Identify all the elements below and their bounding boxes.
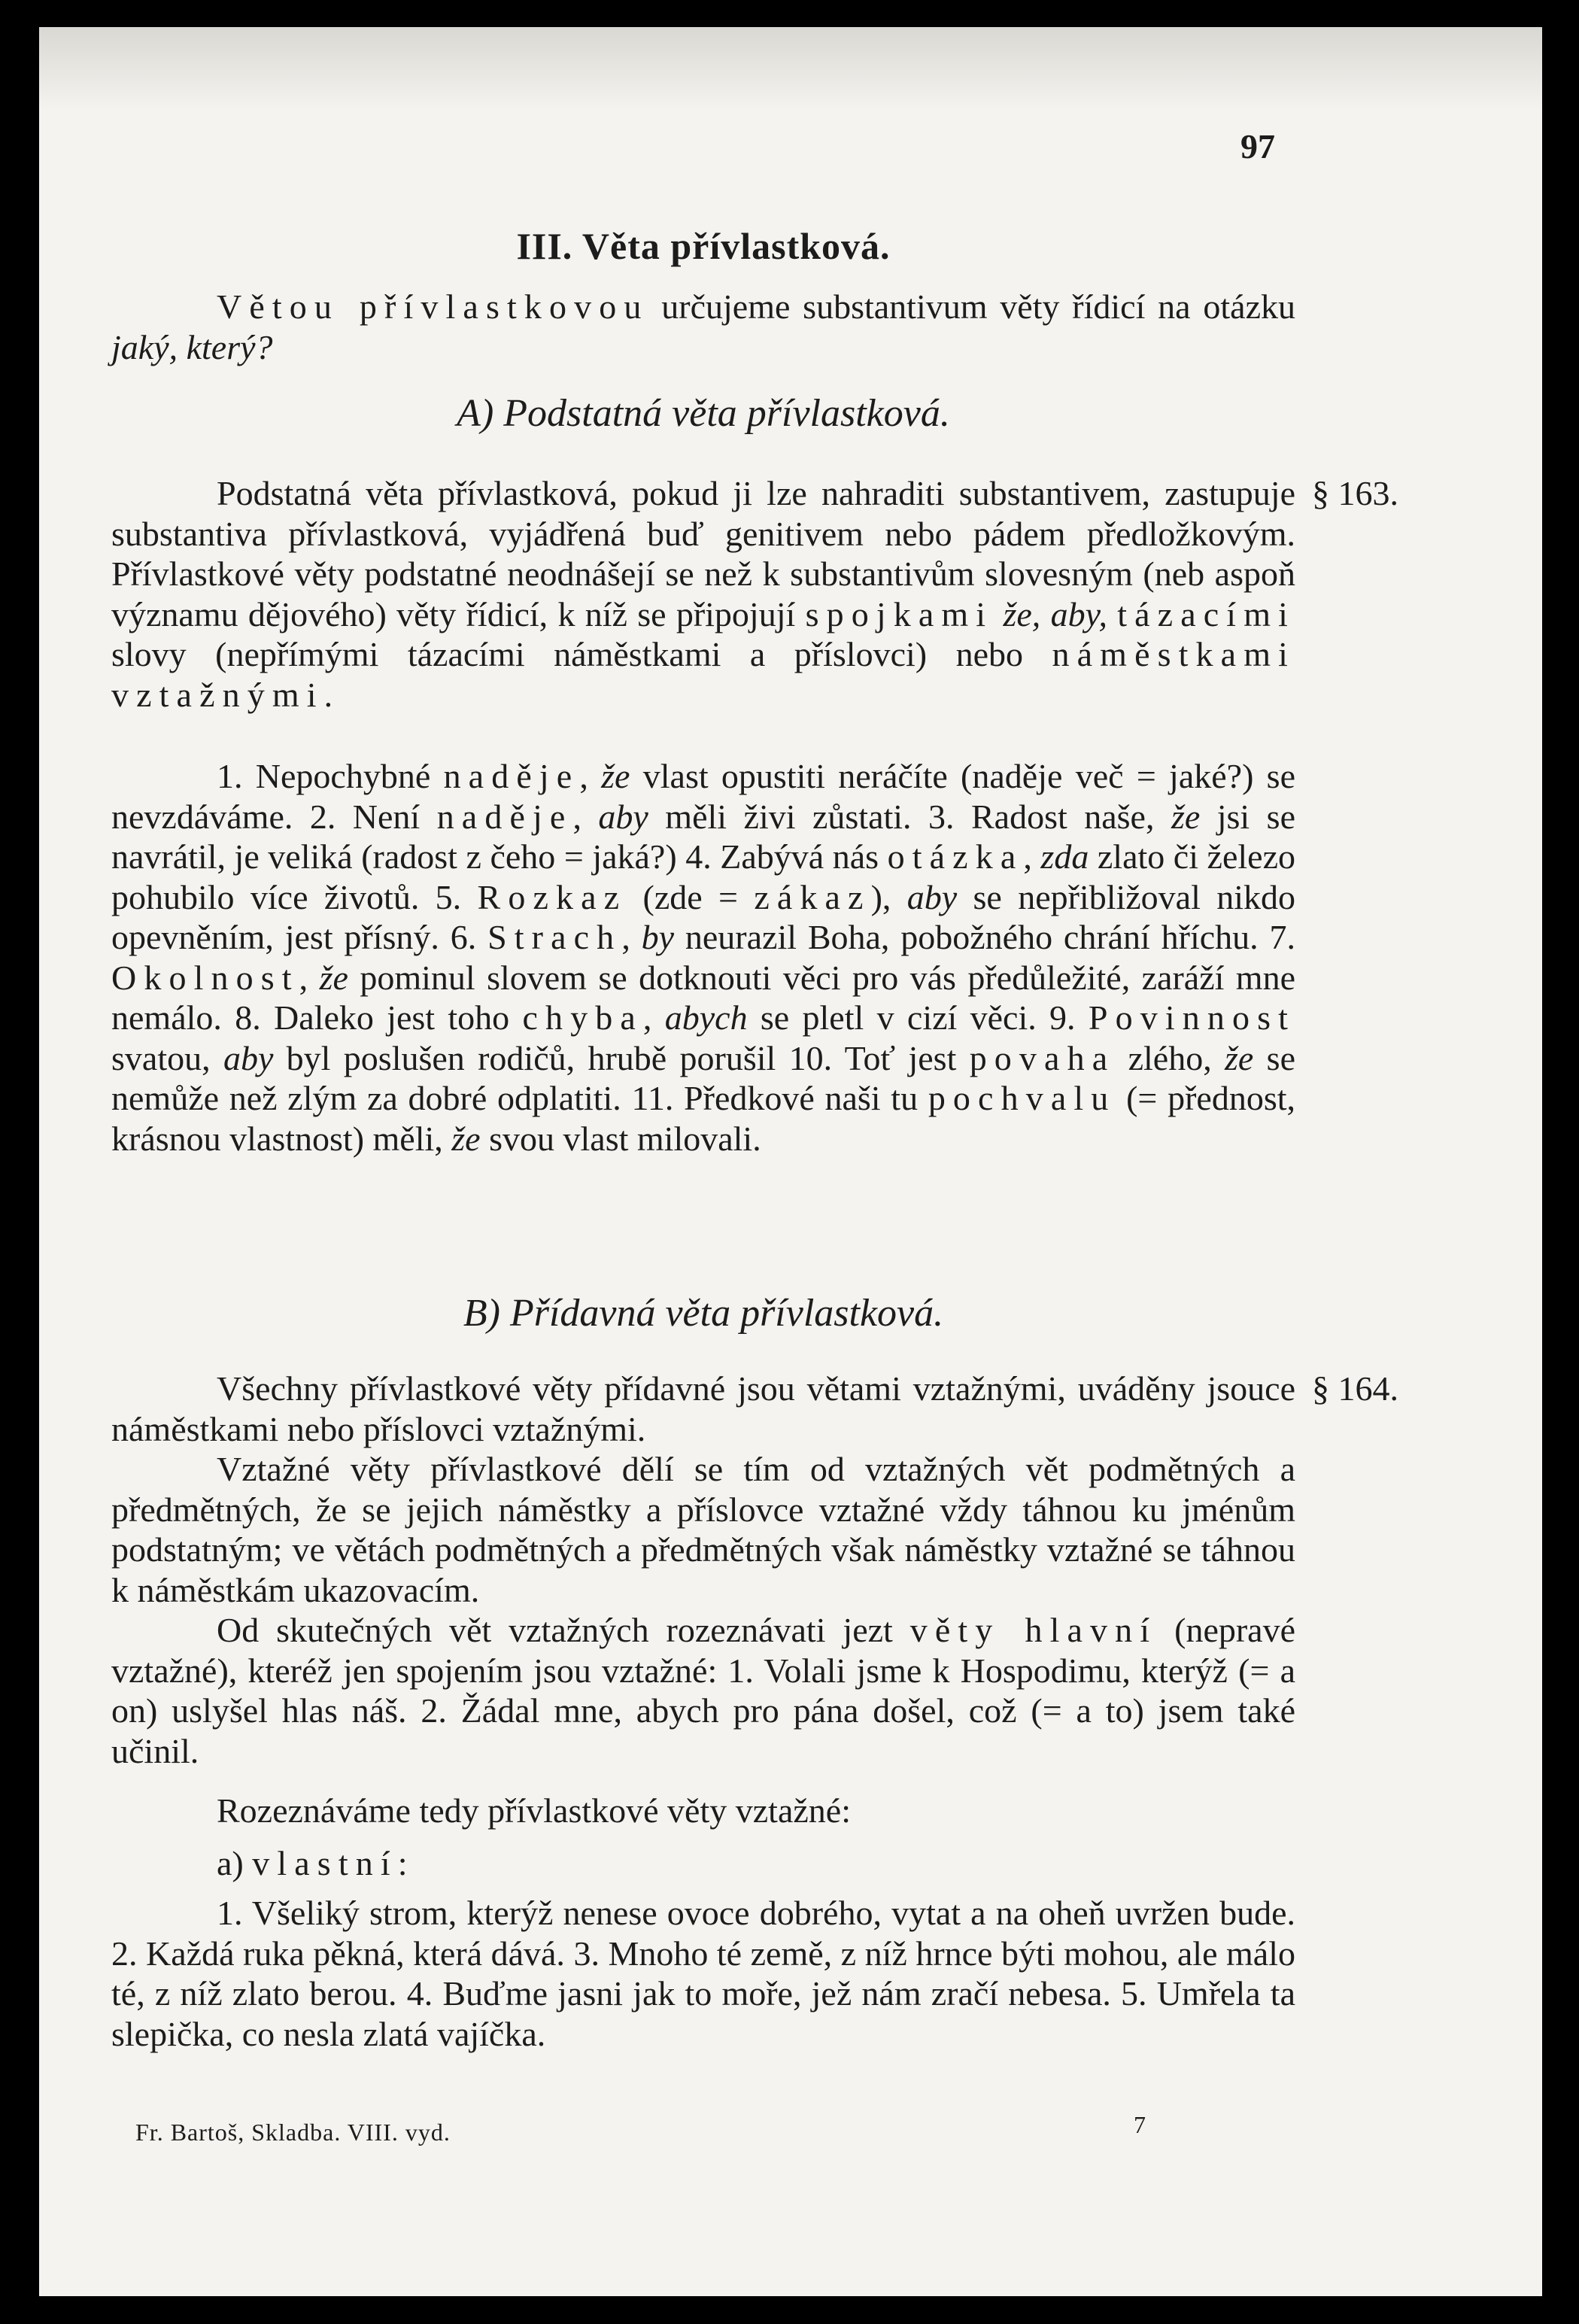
book-page <box>39 27 1542 2296</box>
section-marker-164: § 164. <box>1312 1369 1398 1408</box>
section-a-title: A) Podstatná věta přívlastková. <box>457 392 950 435</box>
section-b-paragraph-3: Od skutečných vět vztažných rozeznávati jezt věty hlavní (nepravé vztažné), kteréž jen spojením jsou vztažné: 1. Volali jsme k Hospodimu, kterýž (= a on) uslyšel hlas náš. 2. Žádal mne, abych pro pána došel, což (= a to) jsem také učinil. <box>111 1611 1296 1770</box>
intro-paragraph: Větou přívlastkovou určujeme substantivum věty řídicí na otázku jaký, který? <box>111 287 1295 366</box>
chapter-heading: III. Věta přívlastková. <box>516 225 891 267</box>
section-a-examples: 1. Nepochybné naděje, že vlast opustiti neráčíte (naděje več = jaké?) se nevzdáváme. 2. Není naděje, aby měli živi zůstati. 3. Radost naše, že jsi se navrátil, je veliká (radost z čeho = jaká?) 4. Zabývá nás otázka, zda zlato či železo pohubilo více životů. 5. Rozkaz (zde = zákaz), aby se nepřibližoval nikdo opevněním, jest přísný. 6. Strach, by neurazil Boha, pobožného chrání hříchu. 7. Okolnost, že pominul slovem se dotknouti věci pro vás předůležité, zaráží mne nemálo. 8. Daleko jest toho chyba, abych se pletl v cizí věci. 9. Povinnost svatou, aby byl poslušen rodičů, hrubě porušil 10. Toť jest povaha zlého, že se nemůže než zlým za dobré odplatiti. 11. Předkové naši tu pochvalu (= přednost, krásnou vlastnost) měli, že svou vlast milovali. <box>111 757 1296 1158</box>
section-b-paragraph-1: Všechny přívlastkové věty přídavné jsou větami vztažnými, uváděny jsouce náměstkami nebo příslovci vztažnými. <box>111 1369 1295 1448</box>
section-marker-163: § 163. <box>1312 474 1398 512</box>
page-number: 97 <box>1240 127 1275 166</box>
section-b-subheading-a: a) vlastní: <box>217 1844 408 1882</box>
footer-signature: 7 <box>1134 2111 1146 2138</box>
example-word: jaký, který? <box>111 327 273 366</box>
section-b-examples: 1. Všeliký strom, kterýž nenese ovoce dobrého, vytat a na oheň uvržen bude. 2. Každá ruka pěkná, která dává. 3. Mnoho té země, z níž hrnce býti mohou, ale málo té, z níž zlato berou. 4. Buďme jasni jak to moře, jež nám zračí nebesa. 5. Umřela ta slepička, co nesla zlatá vajíčka. <box>111 1894 1295 2053</box>
spaced-term: Větou přívlastkovou <box>217 287 649 326</box>
footer-imprint: Fr. Bartoš, Skladba. VIII. vyd. <box>135 2119 451 2146</box>
section-a-definition: Podstatná věta přívlastková, pokud ji lze nahraditi substantivem, zastupuje substantiva přívlastková, vyjádřená buď genitivem nebo pádem předložkovým. Přívlastkové věty podstatné neodnášejí se než k substantivům slovesným (neb aspoň významu dějového) věty řídicí, k níž se připojují spojkami že, aby, tázacími slovy (nepřímými tázacími náměstkami a příslovci) nebo náměstkami vztažnými. <box>111 474 1295 714</box>
section-b-paragraph-2: Vztažné věty přívlastkové dělí se tím od vztažných vět podmětných a předmětných, že se jejich náměstky a příslovce vztažné vždy táhnou ku jménům podstatným; ve větách podmětných a předmětných však náměstky vztažné se táhnou k náměstkám ukazovacím. <box>111 1450 1295 1609</box>
section-b-title: B) Přídavná věta přívlastková. <box>463 1292 944 1335</box>
section-b-paragraph-4: Rozeznáváme tedy přívlastkové věty vztažné: <box>217 1791 851 1830</box>
